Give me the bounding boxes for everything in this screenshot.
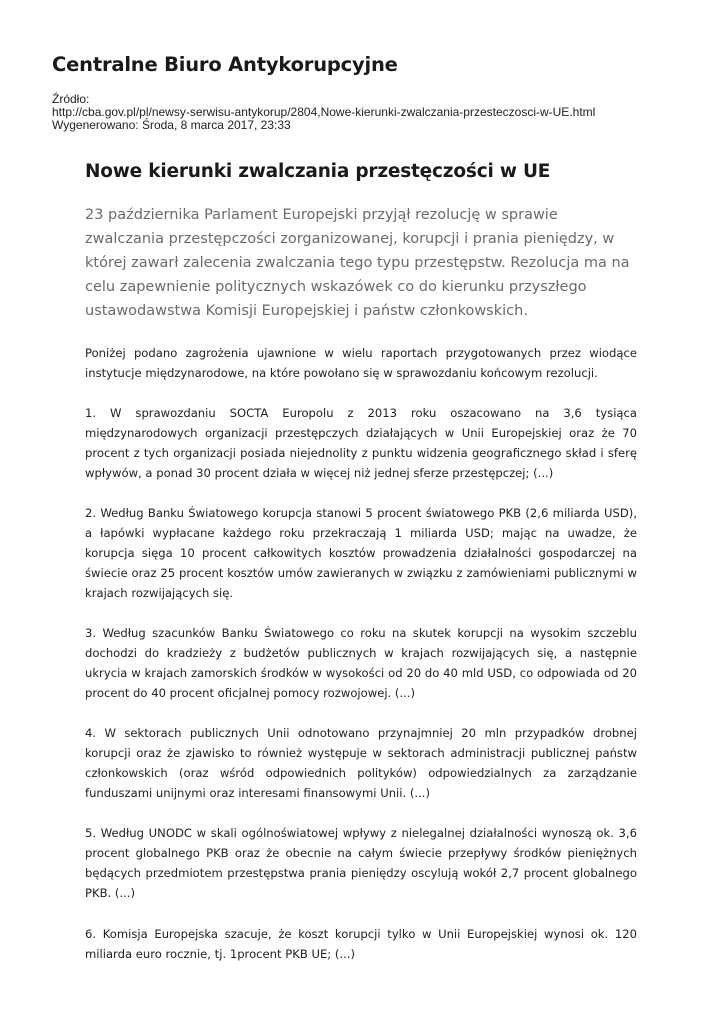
article-title: Nowe kierunki zwalczania przestęczości w UE (85, 161, 551, 182)
article-intro: Poniżej podano zagrożenia ujawnione w wielu raportach przygotowanych przez wiodące instytucje międzynarodowe, na które powołano się w sprawozdaniu końcowym rezolucji. (85, 346, 637, 380)
article-point-6: 6. Komisja Europejska szacuje, że koszt korupcji tylko w Unii Europejskiej wynosi ok. 120 miliarda euro rocznie, tj. 1procent PKB UE; (...) (85, 927, 637, 961)
generated-timestamp: Wygenerowano: Środa, 8 marca 2017, 23:33 (52, 118, 291, 132)
article-point-1: 1. W sprawozdaniu SOCTA Europolu z 2013 roku oszacowano na 3,6 tysiąca międzynarodowych organizacji przestępczych działających w Unii Europejskiej oraz że 70 procent z tych organizacji posiada niejednolity z punktu widzenia geograficznego skład i sferę wpływów, a ponad 30 procent działa w więcej niż jednej sferze przestępczej; (...) (85, 406, 637, 480)
article-point-5: 5. Według UNODC w skali ogólnoświatowej wpływy z nielegalnej działalności wynoszą ok. 3,6 procent globalnego PKB oraz że obecnie na całym świecie przepływy środków pieniężnych będących przedmiotem przestępstwa prania pieniędzy oscylują wokół 2,7 procent globalnego PKB. (...) (85, 826, 637, 900)
source-url: http://cba.gov.pl/pl/newsy-serwisu-antykorup/2804,Nowe-kierunki-zwalczania-przesteczosci-w-UE.html (52, 105, 596, 119)
article-point-3: 3. Według szacunków Banku Światowego co roku na skutek korupcji na wysokim szczeblu dochodzi do kradzieży z budżetów publicznych w krajach rozwijających się, a następnie ukrycia w krajach zamorskich środków w wysokości od 20 do 40 mld USD, co odpowiada od 20 procent do 40 procent oficjalnej pomocy rozwojowej. (...) (85, 626, 637, 700)
article-point-2: 2. Według Banku Światowego korupcja stanowi 5 procent światowego PKB (2,6 miliarda USD), a łapówki wypłacane każdego roku przekraczają 1 miliarda USD; mając na uwadze, że korupcja sięga 10 procent całkowitych kosztów prowadzenia działalności gospodarczej na świecie oraz 25 procent kosztów umów zawieranych w związku z zamówieniami publicznymi w krajach rozwijających się. (85, 506, 637, 600)
article-point-4: 4. W sektorach publicznych Unii odnotowano przynajmniej 20 mln przypadków drobnej korupcji oraz że zjawisko to również występuje w sektorach administracji publicznej państw członkowskich (oraz wśród odpowiednich polityków) odpowiedzialnych za zarządzanie funduszami unijnymi oraz interesami finansowymi Unii. (...) (85, 726, 637, 800)
article-lead: 23 października Parlament Europejski przyjął rezolucję w sprawie zwalczania przestępczości zorganizowanej, korupcji i prania pieniędzy, w której zawarł zalecenia zwalczania tego typu przestępstw. Rezolucja ma na celu zapewnienie politycznych wskazówek co do kierunku przyszłego ustawodawstwa Komisji Europejskiej i państw członkowskich. (85, 207, 630, 319)
document-meta (52, 93, 702, 132)
site-title: Centralne Biuro Antykorupcyjne (52, 53, 398, 76)
source-label: Źródło: (52, 92, 90, 106)
